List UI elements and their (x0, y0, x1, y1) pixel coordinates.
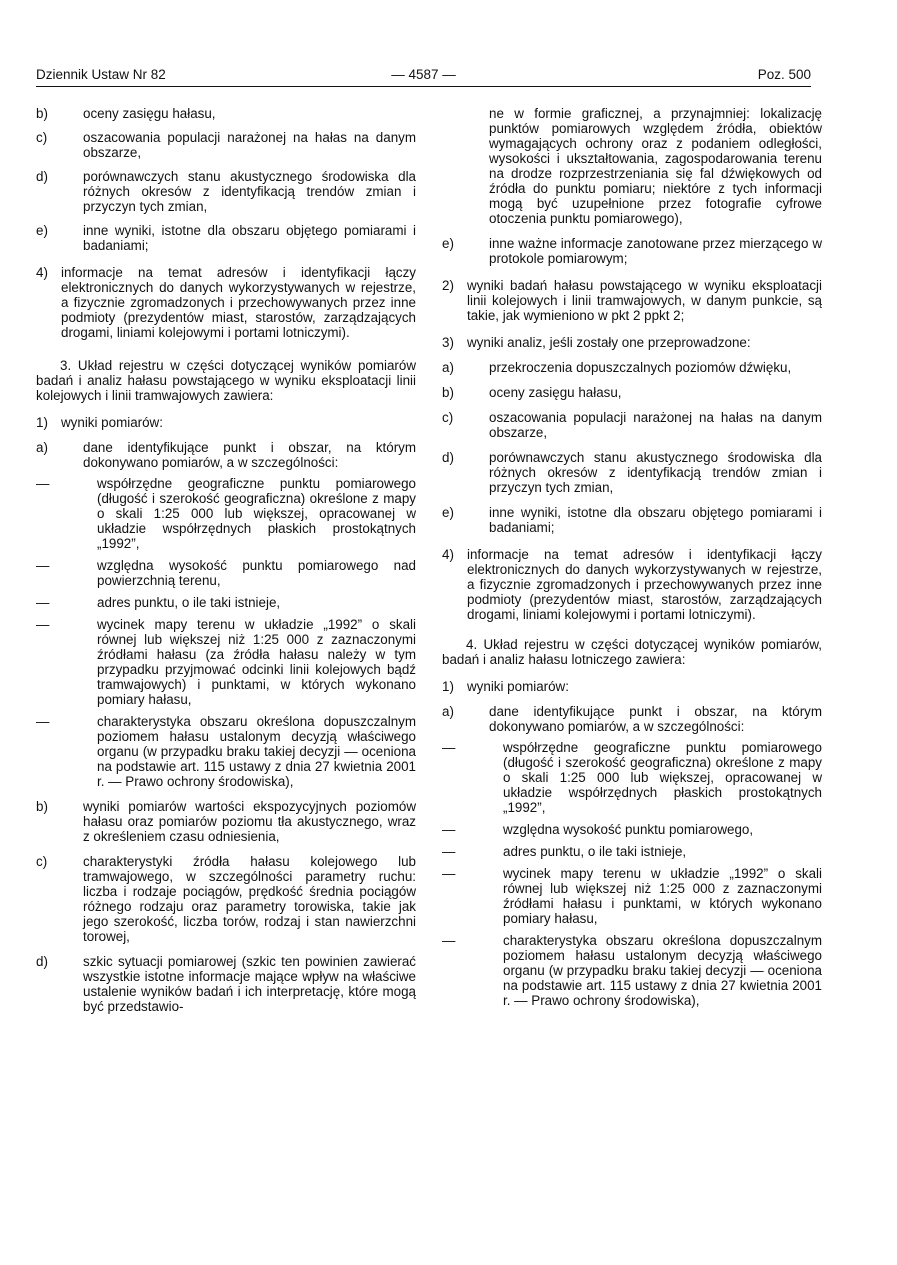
list-item: e) inne wyniki, istotne dla obszaru objętego pomiarami i badaniami; (36, 223, 416, 253)
list-item: 1) wyniki pomiarów: (36, 415, 163, 430)
list-item: a) dane identyfikujące punkt i obszar, na którym dokonywano pomiarów, a w szczególności: (36, 440, 416, 470)
dash-item: — względna wysokość punktu pomiarowego nad powierzchnią terenu, (36, 558, 416, 588)
dash-item: — adres punktu, o ile taki istnieje, (36, 595, 281, 610)
list-item: b) oceny zasięgu hałasu, (36, 106, 216, 121)
dash-item: — wycinek mapy terenu w układzie „1992” o skali równej lub większej niż 1:25 000 z zaznaczonymi źródłami hałasu i punktami, w których wykonano pomiary hałasu, (442, 866, 822, 926)
list-item: d) porównawczych stanu akustycznego środowiska dla różnych okresów z identyfikacją trendów zmian i przyczyn tych zmian, (36, 169, 416, 214)
continued-text: ne w formie graficznej, a przynajmniej: lokalizację punktów pomiarowych względem źródła, obiektów wymagających ochrony oraz z podaniem odległości, wysokości i ukształtowania, zagospodarowania terenu na drodze rozprzestrzeniania się fal dźwiękowych od źródła do punktu pomiaru; niektóre z tych informacji mogą być uzupełnione przez fotografie cyfrowe otoczenia punktu pomiarowego), (489, 106, 822, 226)
list-item: c) oszacowania populacji narażonej na hałas na danym obszarze, (36, 130, 416, 160)
dash-item: — charakterystyka obszaru określona dopuszczalnym poziomem hałasu ustalonym decyzją właściwego organu (w przypadku braku takiej decyzji — oceniona na podstawie art. 115 ustawy z dnia 27 kwietnia 2001 r. — Prawo ochrony środowiska), (36, 714, 416, 789)
list-item: e) inne ważne informacje zanotowane przez mierzącego w protokole pomiarowym; (442, 236, 822, 266)
section-paragraph: 4. Układ rejestru w części dotyczącej wyników pomiarów, badań i analiz hałasu lotniczego zawiera: (442, 637, 822, 667)
right-column (442, 106, 822, 1008)
dash-item: — charakterystyka obszaru określona dopuszczalnym poziomem hałasu ustalonym decyzją właściwego organu (w przypadku braku takiej decyzji — oceniona na podstawie art. 115 ustawy z dnia 27 kwietnia 2001 r. — Prawo ochrony środowiska), (442, 933, 822, 1008)
dash-item: — współrzędne geograficzne punktu pomiarowego (długość i szerokość geograficzna) określone z mapy o skali 1:25 000 lub większej, opracowanej w układzie współrzędnych płaskich prostokątnych „1992”, (36, 476, 416, 551)
list-item: 4) informacje na temat adresów i identyfikacji łączy elektronicznych do danych wykorzystywanych w rejestrze, a fizycznie zgromadzonych i przechowywanych przez inne podmioty (prezydentów miast, starostów, zarządzających drogami, liniami kolejowymi i portami lotniczymi). (36, 265, 416, 340)
list-item: b) oceny zasięgu hałasu, (442, 385, 622, 400)
list-item: e) inne wyniki, istotne dla obszaru objętego pomiarami i badaniami; (442, 505, 822, 535)
dash-item: — względna wysokość punktu pomiarowego, (442, 822, 754, 837)
list-item: d) szkic sytuacji pomiarowej (szkic ten powinien zawierać wszystkie istotne informacje mające wpływ na właściwe ustalenie wyników badań i ich interpretację, które mogą być przedstawio- (36, 954, 416, 1014)
section-paragraph: 3. Układ rejestru w części dotyczącej wyników pomiarów badań i analiz hałasu powstającego w wyniku eksploatacji linii kolejowych i linii tramwajowych zawiera: (36, 358, 416, 403)
list-item: 4) informacje na temat adresów i identyfikacji łączy elektronicznych do danych wykorzystywanych w rejestrze, a fizycznie zgromadzonych i przechowywanych przez inne podmioty (prezydentów miast, starostów, zarządzających drogami, liniami kolejowymi i portami lotniczymi). (442, 547, 822, 622)
list-item: a) przekroczenia dopuszczalnych poziomów dźwięku, (442, 360, 792, 375)
list-item: 2) wyniki badań hałasu powstającego w wyniku eksploatacji linii kolejowych i linii tramwajowych, w danym punkcie, są takie, jak wymieniono w pkt 2 ppkt 2; (442, 278, 822, 323)
dash-item: — współrzędne geograficzne punktu pomiarowego (długość i szerokość geograficzna) określone z mapy o skali 1:25 000 lub większej, opracowanej w układzie współrzędnych płaskich prostokątnych „1992”, (442, 740, 822, 815)
list-item: 3) wyniki analiz, jeśli zostały one przeprowadzone: (442, 335, 751, 350)
dash-item: — adres punktu, o ile taki istnieje, (442, 844, 687, 859)
left-column (36, 106, 416, 1014)
list-item: 1) wyniki pomiarów: (442, 679, 569, 694)
page-number: — 4587 — (391, 67, 456, 82)
position-number: Poz. 500 (757, 67, 811, 82)
header-divider (36, 86, 811, 87)
list-item: c) oszacowania populacji narażonej na hałas na danym obszarze, (442, 410, 822, 440)
page-header (36, 66, 811, 84)
list-item: d) porównawczych stanu akustycznego środowiska dla różnych okresów z identyfikacją trendów zmian i przyczyn tych zmian, (442, 450, 822, 495)
dash-item: — wycinek mapy terenu w układzie „1992” o skali równej lub większej niż 1:25 000 z zaznaczonymi źródłami hałasu (za źródła hałasu należy w tym przypadku przyjmować odcinki linii kolejowych bądź tramwajowych) i punktami, w których wykonano pomiary hałasu, (36, 617, 416, 707)
list-item: c) charakterystyki źródła hałasu kolejowego lub tramwajowego, w szczególności parametry ruchu: liczba i rodzaje pociągów, prędkość średnia pociągów różnego rodzaju oraz parametry torowiska, takie jak jego szerokość, liczba torów, rodzaj i stan nawierzchni torowej, (36, 854, 416, 944)
list-item: a) dane identyfikujące punkt i obszar, na którym dokonywano pomiarów, a w szczególności: (442, 704, 822, 734)
journal-title: Dziennik Ustaw Nr 82 (36, 67, 166, 82)
list-item: b) wyniki pomiarów wartości ekspozycyjnych poziomów hałasu oraz pomiarów poziomu tła akustycznego, wraz z określeniem czasu odniesienia, (36, 799, 416, 844)
